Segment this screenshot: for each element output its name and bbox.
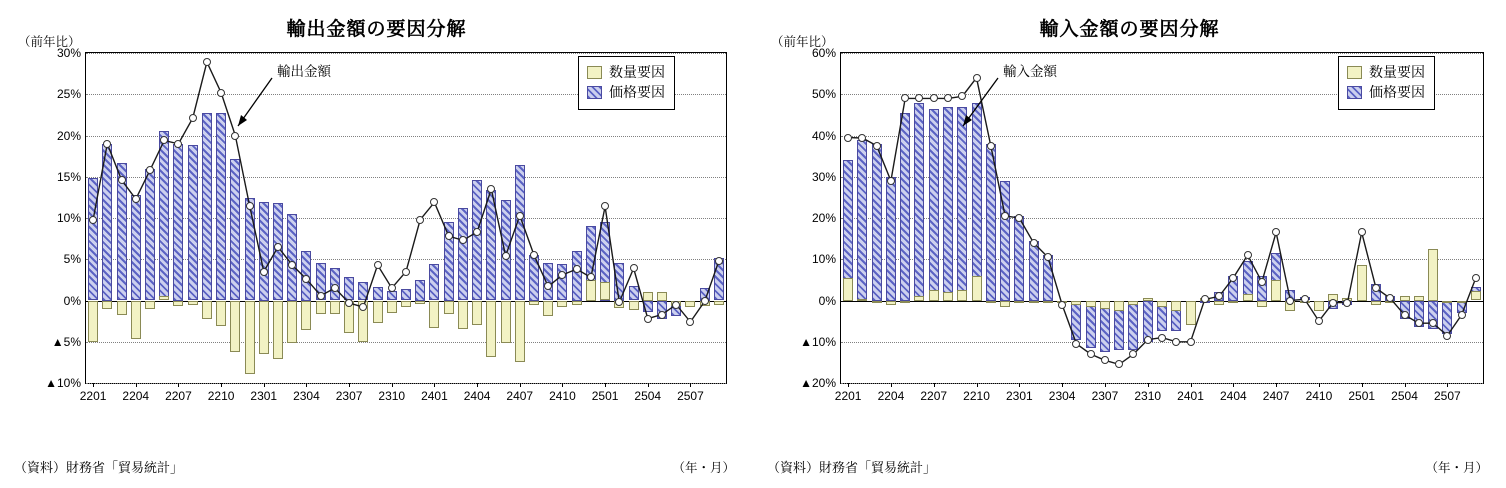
data-point-marker	[146, 166, 154, 174]
x-axis-tick	[264, 383, 265, 387]
data-point-marker	[1201, 295, 1209, 303]
data-point-marker	[1030, 239, 1038, 247]
x-axis-tick	[349, 383, 350, 387]
y-axis-tick-label: 30%	[56, 46, 81, 60]
x-axis-tick-label: 2507	[677, 389, 704, 403]
data-point-marker	[1343, 299, 1351, 307]
x-axis-tick	[934, 383, 935, 387]
x-axis-tick	[1362, 383, 1363, 387]
x-axis-tick-label: 2210	[207, 389, 235, 403]
x-axis-tick	[977, 383, 978, 387]
data-point-marker	[1158, 334, 1166, 342]
x-axis-tick-label: 2404	[463, 389, 491, 403]
x-axis-tick-label: 2310	[378, 389, 406, 403]
gridline	[86, 383, 726, 384]
data-point-marker	[487, 185, 495, 193]
data-point-marker	[516, 212, 524, 220]
x-axis-tick	[1191, 383, 1192, 387]
data-point-marker	[987, 142, 995, 150]
x-axis-tick	[93, 383, 94, 387]
x-axis-tick	[1105, 383, 1106, 387]
y-axis-tick-label: 0%	[818, 293, 836, 308]
x-axis-tick-label: 2307	[335, 389, 363, 403]
data-point-marker	[374, 261, 382, 269]
data-point-marker	[530, 251, 538, 259]
x-axis-tick-label: 2210	[963, 389, 990, 403]
data-point-marker	[1087, 350, 1095, 358]
x-axis-tick	[434, 383, 435, 387]
x-axis-tick	[178, 383, 179, 387]
x-axis-tick-label: 2410	[549, 389, 576, 403]
legend-label-quantity: 数量要因	[1369, 64, 1425, 80]
annotation-import-amount: 輸入金額	[1003, 64, 1057, 79]
x-axis-tick-label: 2307	[1091, 389, 1119, 403]
data-point-marker	[317, 292, 325, 300]
data-point-marker	[644, 315, 652, 323]
x-axis-tick-label: 2201	[79, 389, 107, 403]
data-point-marker	[473, 228, 481, 236]
data-point-marker	[288, 261, 296, 269]
data-point-marker	[887, 177, 895, 185]
data-point-marker	[231, 132, 239, 140]
data-point-marker	[445, 232, 453, 240]
x-axis-tick-label: 2304	[293, 389, 320, 403]
data-point-marker	[1072, 340, 1080, 348]
data-point-marker	[1286, 297, 1294, 305]
x-axis-tick-label: 2301	[1005, 389, 1033, 403]
data-point-marker	[1229, 274, 1237, 282]
data-point-marker	[331, 284, 339, 292]
source-note-import: （資料）財務省「貿易統計」	[767, 460, 937, 475]
y-axis-tick-label: ▲5%	[51, 334, 81, 349]
data-point-marker	[1129, 350, 1137, 358]
data-point-marker	[1187, 338, 1195, 346]
x-axis-tick-label: 2310	[1134, 389, 1162, 403]
x-axis-tick	[605, 383, 606, 387]
data-point-marker	[132, 195, 140, 203]
data-point-marker	[1429, 319, 1437, 327]
data-point-marker	[1415, 319, 1423, 327]
x-axis-unit-label-export: （年・月）	[672, 461, 735, 475]
x-axis-tick-label: 2204	[122, 389, 150, 403]
x-axis-tick	[392, 383, 393, 387]
annotation-export-amount: 輸出金額	[277, 64, 331, 79]
legend-import	[1338, 56, 1435, 110]
x-axis-tick-label: 2401	[421, 389, 448, 403]
data-point-marker	[615, 298, 623, 306]
data-point-marker	[1215, 292, 1223, 300]
legend-swatch-price-icon	[587, 86, 602, 99]
x-axis-tick	[1019, 383, 1020, 387]
data-point-marker	[274, 243, 282, 251]
y-axis-tick-label: 20%	[811, 211, 836, 225]
data-point-marker	[1101, 356, 1109, 364]
import-chart-panel	[753, 0, 1506, 488]
data-point-marker	[203, 58, 211, 66]
x-axis-tick	[1276, 383, 1277, 387]
data-point-marker	[430, 198, 438, 206]
data-point-marker	[246, 202, 254, 210]
x-axis-tick-label: 2207	[920, 389, 948, 403]
x-axis-tick-label: 2301	[250, 389, 278, 403]
legend-item-quantity	[1347, 62, 1425, 82]
data-point-marker	[844, 134, 852, 142]
y-axis-tick-label: 10%	[811, 252, 836, 267]
legend-swatch-quantity-icon	[587, 66, 602, 79]
data-point-marker	[544, 282, 552, 290]
x-axis-tick	[848, 383, 849, 387]
legend-swatch-price-icon	[1347, 86, 1362, 99]
x-axis-tick	[690, 383, 691, 387]
x-axis-tick	[1233, 383, 1234, 387]
data-point-marker	[858, 134, 866, 142]
data-point-marker	[915, 94, 923, 102]
data-point-marker	[402, 268, 410, 276]
data-point-marker	[1058, 301, 1066, 309]
legend-export	[578, 56, 675, 110]
x-axis-tick-label: 2410	[1305, 389, 1333, 403]
y-axis-unit-label: （前年比）	[18, 35, 81, 49]
data-point-marker	[1301, 295, 1309, 303]
x-axis-tick-label: 2407	[506, 389, 534, 403]
y-axis-tick-label: ▲10%	[800, 334, 836, 349]
legend-item-price	[587, 82, 665, 102]
x-axis-tick	[221, 383, 222, 387]
data-point-marker	[174, 140, 182, 148]
x-axis-tick	[1405, 383, 1406, 387]
x-axis-tick-label: 2204	[877, 389, 905, 403]
data-point-marker	[1401, 311, 1409, 319]
x-axis-tick	[136, 383, 137, 387]
data-point-marker	[260, 268, 268, 276]
x-axis-unit-label-import: （年・月）	[1425, 461, 1488, 475]
data-point-marker	[672, 301, 680, 309]
data-point-marker	[1329, 299, 1337, 307]
y-axis-tick-label: 15%	[56, 169, 81, 184]
y-axis-tick-label: ▲20%	[800, 376, 836, 390]
x-axis-tick-label: 2304	[1048, 389, 1076, 403]
data-point-marker	[715, 257, 723, 265]
legend-label-quantity: 数量要因	[609, 64, 665, 80]
data-point-marker	[558, 271, 566, 279]
x-axis-tick-label: 2201	[834, 389, 862, 403]
x-axis-tick-label: 2501	[591, 389, 619, 403]
data-point-marker	[701, 297, 709, 305]
y-axis-tick-label: 10%	[56, 211, 81, 225]
x-axis-tick	[648, 383, 649, 387]
data-point-marker	[601, 202, 609, 210]
source-note-export: （資料）財務省「貿易統計」	[14, 460, 184, 475]
y-axis-tick-label: 40%	[811, 128, 836, 143]
x-axis-tick-label: 2501	[1348, 389, 1376, 403]
data-point-marker	[160, 136, 168, 144]
legend-label-price: 価格要因	[609, 84, 665, 101]
data-point-marker	[587, 273, 595, 281]
data-point-marker	[1001, 212, 1009, 220]
data-point-marker	[958, 92, 966, 100]
data-point-marker	[973, 74, 981, 82]
legend-swatch-quantity-icon	[1347, 66, 1362, 79]
data-point-marker	[1372, 284, 1380, 292]
legend-label-price: 価格要因	[1369, 84, 1425, 101]
y-axis-tick-label: 50%	[811, 87, 836, 102]
data-point-marker	[302, 275, 310, 283]
y-axis-tick-label: 60%	[811, 46, 836, 60]
x-axis-tick-label: 2207	[165, 389, 192, 403]
data-point-marker	[1386, 294, 1394, 302]
x-axis-tick	[562, 383, 563, 387]
data-point-marker	[901, 94, 909, 102]
data-point-marker	[459, 236, 467, 244]
data-point-marker	[103, 140, 111, 148]
data-point-marker	[1443, 332, 1451, 340]
page-title: 輸出金額の要因分解	[286, 19, 467, 40]
data-point-marker	[1315, 317, 1323, 325]
x-axis-tick-label: 2401	[1177, 389, 1204, 403]
x-axis-tick-label: 2504	[634, 389, 662, 403]
x-axis-tick	[306, 383, 307, 387]
data-point-marker	[359, 303, 367, 311]
x-axis-tick-label: 2507	[1433, 389, 1461, 403]
x-axis-tick	[1062, 383, 1063, 387]
y-axis-tick-label: 30%	[811, 169, 836, 184]
data-point-marker	[1472, 274, 1480, 282]
data-point-marker	[1144, 336, 1152, 344]
x-axis-tick-label: 2407	[1262, 389, 1290, 403]
y-axis-tick-label: 20%	[56, 128, 81, 143]
data-point-marker	[1244, 251, 1252, 259]
data-point-marker	[189, 114, 197, 122]
data-point-marker	[1044, 253, 1052, 261]
data-point-marker	[1258, 278, 1266, 286]
legend-item-quantity	[587, 62, 665, 82]
y-axis-tick-label: 5%	[63, 252, 81, 267]
data-point-marker	[1172, 338, 1180, 346]
data-point-marker	[1272, 228, 1280, 236]
x-axis-tick	[477, 383, 478, 387]
data-point-marker	[1115, 360, 1123, 368]
data-point-marker	[217, 89, 225, 97]
data-point-marker	[345, 299, 353, 307]
data-point-marker	[944, 94, 952, 102]
data-point-marker	[388, 284, 396, 292]
data-point-marker	[118, 176, 126, 184]
data-point-marker	[658, 311, 666, 319]
data-point-marker	[1358, 228, 1366, 236]
x-axis-tick	[1148, 383, 1149, 387]
data-point-marker	[502, 252, 510, 260]
gridline	[841, 383, 1483, 384]
data-point-marker	[930, 94, 938, 102]
x-axis-tick	[520, 383, 521, 387]
data-point-marker	[873, 142, 881, 150]
data-point-marker	[416, 216, 424, 224]
y-axis-tick-label: 25%	[56, 87, 81, 102]
x-axis-tick	[891, 383, 892, 387]
data-point-marker	[686, 318, 694, 326]
x-axis-tick-label: 2404	[1219, 389, 1247, 403]
x-axis-tick	[1447, 383, 1448, 387]
data-point-marker	[630, 264, 638, 272]
data-point-marker	[89, 216, 97, 224]
y-axis-tick-label: ▲10%	[45, 376, 81, 390]
y-axis-unit-label-import: （前年比）	[771, 35, 834, 49]
data-point-marker	[1458, 311, 1466, 319]
x-axis-tick	[1319, 383, 1320, 387]
page-title-import: 輸入金額の要因分解	[1039, 19, 1220, 40]
data-point-marker	[573, 265, 581, 273]
legend-item-price	[1347, 82, 1425, 102]
data-point-marker	[1015, 214, 1023, 222]
y-axis-tick-label: 0%	[63, 293, 81, 308]
x-axis-tick-label: 2504	[1391, 389, 1418, 403]
